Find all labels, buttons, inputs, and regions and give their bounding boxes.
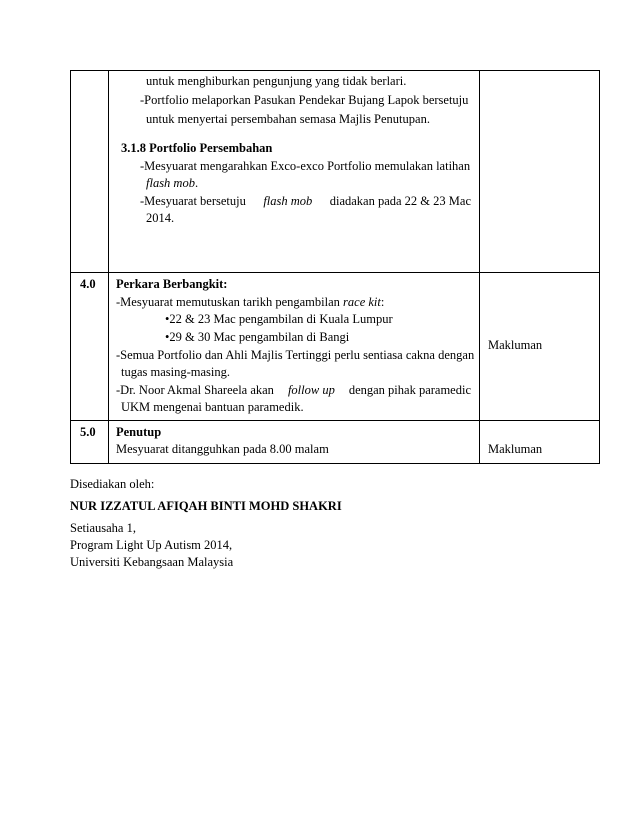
text-line: -Semua Portfolio dan Ahli Majlis Tertinggi perlu sentiasa cakna dengan	[116, 348, 475, 362]
text-line: untuk menyertai persembahan semasa Majlis Penutupan.	[146, 112, 430, 126]
table-row	[71, 421, 600, 464]
item-title: Penutup	[116, 425, 162, 439]
item-title: Perkara Berbangkit:	[116, 277, 228, 291]
action-cell	[480, 71, 600, 273]
content-cell	[109, 71, 480, 273]
text-line: untuk menghiburkan pengunjung yang tidak berlari.	[146, 74, 407, 88]
text-line: -Mesyuarat mengarahkan Exco-exco Portfolio memulakan latihan	[140, 159, 471, 173]
italic-term: follow up	[287, 383, 335, 397]
text-line	[116, 295, 384, 310]
text-line: 2014.	[146, 211, 175, 225]
italic-term: race kit	[343, 295, 381, 309]
preparer-role: Setiausaha 1,	[70, 521, 136, 535]
text-line: Mesyuarat ditangguhkan pada 8.00 malam	[116, 442, 329, 456]
bullet-item	[165, 312, 393, 327]
bullet-text: 22 & 23 Mac pengambilan di Kuala Lumpur	[169, 312, 393, 326]
action-cell	[480, 273, 600, 421]
university-name: Universiti Kebangsaan Malaysia	[70, 555, 234, 569]
bullet-icon: •	[165, 312, 170, 326]
number-cell	[71, 71, 109, 273]
table-row	[71, 273, 600, 421]
bullet-item	[165, 330, 349, 345]
section-heading: 3.1.8 Portfolio Persembahan	[121, 141, 273, 155]
bullet-text: 29 & 30 Mac pengambilan di Bangi	[169, 330, 350, 344]
action-label: Makluman	[488, 338, 543, 352]
italic-term: flash mob	[263, 194, 313, 208]
content-cell	[109, 421, 480, 464]
text-line	[116, 383, 471, 398]
text-line	[140, 194, 471, 209]
bullet-icon: •	[165, 330, 170, 344]
content-cell	[109, 273, 480, 421]
text-span: -Mesyuarat memutuskan tarikh pengambilan	[116, 295, 340, 309]
number-cell	[71, 421, 109, 464]
text-span: diadakan pada 22 & 23 Mac	[329, 194, 471, 208]
text-line	[146, 176, 198, 191]
table-row	[71, 71, 600, 273]
preparer-name: NUR IZZATUL AFIQAH BINTI MOHD SHAKRI	[70, 499, 342, 513]
text-line: -Portfolio melaporkan Pasukan Pendekar Bujang Lapok bersetuju	[140, 93, 469, 107]
text-span: .	[194, 176, 199, 190]
item-number: 4.0	[80, 277, 96, 291]
text-line: UKM mengenai bantuan paramedik.	[121, 400, 304, 414]
number-cell	[71, 273, 109, 421]
program-name: Program Light Up Autism 2014,	[70, 538, 233, 552]
text-span: -Dr. Noor Akmal Shareela akan	[116, 383, 274, 397]
text-span: dengan pihak paramedic	[348, 383, 471, 397]
minutes-table	[70, 70, 600, 464]
item-number: 5.0	[80, 425, 96, 439]
action-cell	[480, 421, 600, 464]
text-span: :	[380, 295, 385, 309]
prepared-by-label: Disediakan oleh:	[70, 477, 155, 491]
text-span: -Mesyuarat bersetuju	[140, 194, 246, 208]
action-label: Makluman	[488, 442, 543, 456]
text-line: tugas masing-masing.	[121, 365, 231, 379]
italic-term: flash mob	[146, 176, 195, 190]
